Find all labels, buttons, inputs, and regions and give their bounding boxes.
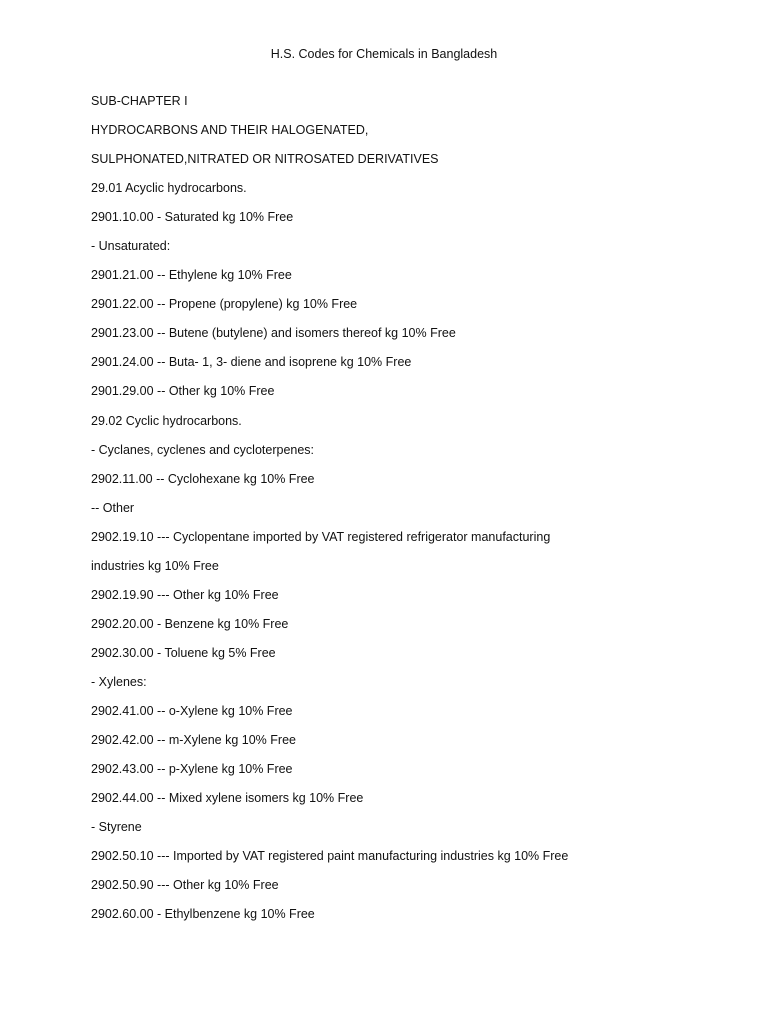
document-title: H.S. Codes for Chemicals in Bangladesh [270,47,498,61]
document-line: - Cyclanes, cyclenes and cycloterpenes: [91,442,315,457]
document-line: 2902.11.00 -- Cyclohexane kg 10% Free [91,471,315,486]
document-line: 2902.50.10 --- Imported by VAT registered paint manufacturing industries kg 10% Free [91,849,569,864]
document-line: - Unsaturated: [91,239,171,254]
document-line: 2901.23.00 -- Butene (butylene) and isomers thereof kg 10% Free [91,326,456,341]
document-line: 29.01 Acyclic hydrocarbons. [91,181,247,196]
document-line: 2901.24.00 -- Buta- 1, 3- diene and isoprene kg 10% Free [91,355,412,370]
document-line: 2902.20.00 - Benzene kg 10% Free [91,616,289,631]
document-line: -- Other [91,500,135,515]
document-line: 2901.29.00 -- Other kg 10% Free [91,384,275,399]
document-line: - Styrene [91,820,142,835]
document-line: 2901.10.00 - Saturated kg 10% Free [91,210,294,225]
document-line: 2902.60.00 - Ethylbenzene kg 10% Free [91,907,315,922]
document-body [91,92,731,934]
document-line: 2902.19.10 --- Cyclopentane imported by VAT registered refrigerator manufacturing [91,529,551,544]
document-line: SUB-CHAPTER I [91,94,188,108]
document-line: 2902.42.00 -- m-Xylene kg 10% Free [91,733,296,748]
document-line: 2902.19.90 --- Other kg 10% Free [91,587,279,602]
document-line: - Xylenes: [91,674,147,689]
document-line: 2902.30.00 - Toluene kg 5% Free [91,645,276,660]
document-line: HYDROCARBONS AND THEIR HALOGENATED, [91,123,369,138]
document-line: 2902.43.00 -- p-Xylene kg 10% Free [91,762,293,777]
document-line: 2902.41.00 -- o-Xylene kg 10% Free [91,703,293,718]
document-line: 2901.21.00 -- Ethylene kg 10% Free [91,268,292,283]
document-line: industries kg 10% Free [91,558,219,573]
document-line: 2902.50.90 --- Other kg 10% Free [91,878,279,893]
document-line: 29.02 Cyclic hydrocarbons. [91,413,242,428]
document-line: 2902.44.00 -- Mixed xylene isomers kg 10% Free [91,791,364,806]
document-line: SULPHONATED,NITRATED OR NITROSATED DERIVATIVES [91,152,439,167]
document-line: 2901.22.00 -- Propene (propylene) kg 10% Free [91,297,358,312]
